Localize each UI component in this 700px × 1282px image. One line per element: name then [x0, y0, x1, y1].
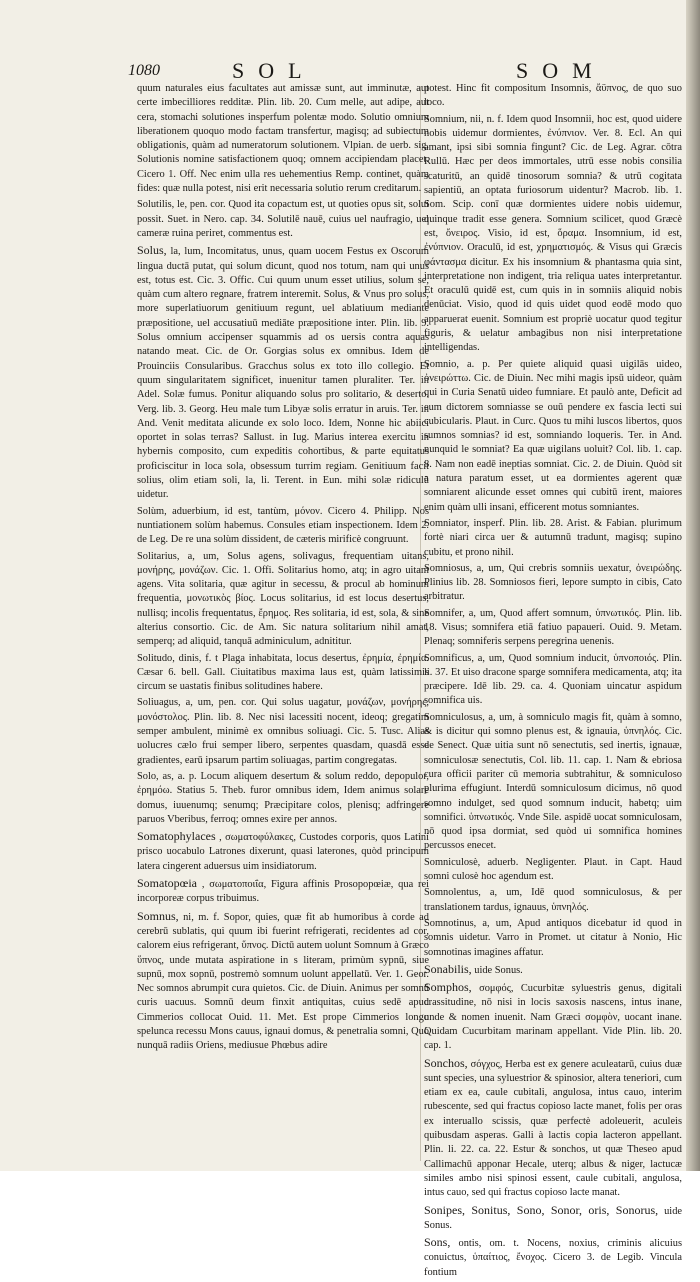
dictionary-entry: [424, 358, 682, 515]
left-column: [137, 82, 429, 1056]
page-number: 1080: [128, 62, 160, 79]
entry-text: potest. Hinc fit compositum Insomnis, ἄϋπνος, de quo suo loco.: [424, 83, 682, 109]
entry-headword: Somnus,: [137, 908, 179, 923]
dictionary-entry: [424, 607, 682, 650]
dictionary-entry: [424, 962, 682, 978]
entry-text: , σωματοποιΐα, Figura affinis Prosopopœiæ, qua rei incorporeæ corpus tribuimus.: [137, 879, 429, 905]
dictionary-entry: [424, 980, 682, 1053]
dictionary-entry: [137, 876, 429, 907]
book-gutter: [686, 0, 700, 1171]
dictionary-entry: [424, 711, 682, 854]
entry-text: Somnotinus, a, um, Apud antiquos dicebatur id quod in somnis uidetur. Varro in Promet. ut citatur à Nonio, Hic somnotinas imagines affatur.: [424, 917, 682, 958]
entry-text: la, lum, Incomitatus, unus, quam uocem Festus ex Oscorum lingua ductā putat, qui solum dicunt, quod nos totum, nam qui unus est, totus est. Cic. 3. Offic. Cui quum unum esset utilius, solum se, quàm cum altero regnare, fratrem interemit. Solus, & Vnus pro solus, more superlatiuorum genitiuum regunt, uel ablatiuum mediante præpositione, uel accusatiuū mediāte præpositione inter. Plin. lib. 9. Solus omnium accipenser squammis ad os uersis contra aquas natando meat. Cic. de Or. Gorgias solus ex omnibus. Idem de Prouinciis Consularibus. Gracchus solus ex toto illo collegio. Et quum singularitatem significet, inuenitur tamen pluraliter. Ter. in Adel. Solæ fumus. Ponitur aliquando solus pro solitario, & deserto. Verg. lib. 3. Georg. Heu male tum Libyæ solis erratur in aruis. Ter. in And. Venit meditata alicunde ex solo loco. Idem, Nonne hic abiici oportet in solas terras? Sallust. in Iug. Marius interea exercitu in hybernis composito, cum expeditis cohortibus, & parte equitatus proficiscitur in loca sola, obsessum turrim regiam. Genitiuum facit solius, olim etiam soli, la, li. Terent. in Eun. mihi solæ ridiculū uidetur.: [137, 246, 429, 501]
entry-text: Solutilis, le, pen. cor. Quod ita copactum est, ut quoties opus sit, solui possit. Suet. in Nero. cap. 34. Solutilē nauē, cuius uel naufragio, uel cameræ ruina periret, commentus est.: [137, 199, 429, 239]
dictionary-entry: [137, 696, 429, 767]
dictionary-entry: [424, 1203, 682, 1234]
dictionary-entry: [424, 1235, 682, 1280]
entry-headword: Sonchos,: [424, 1055, 468, 1070]
dictionary-entry: [424, 917, 682, 960]
entry-headword: Somatopœia: [137, 876, 197, 891]
dictionary-entry: [137, 198, 429, 241]
entry-text: Somnifer, a, um, Quod affert somnum, ὑπνωτικός. Plin. lib. 18. Visus; somnifera etiā fatiuo papaueri. Ouid. 9. Metam. Plenaq; somniferis serpens peregrina uenenis.: [424, 607, 682, 648]
entry-text: Solitudo, dinis, f. t Plaga inhabitata, locus desertus, ἐρημία, ἐρημία. Cæsar 6. bell. Gall. Ciuitatibus maxima laus est, quàm latissimis circum se uastatis finibus solitudines habere.: [137, 652, 429, 693]
dictionary-entry: [137, 829, 429, 874]
entry-text: Somniculosus, a, um, à somniculo magis fit, quàm à somno, & is dicitur qui somno plenus est, & ignauia, ὑπνηλός. Cic. de Senect. Quæ uitia sunt nō senectutis, sed inertis, ignauæ, somniculosæ senectutis, Col. lib. 11. cap. 1. Nam & ebriosa cura officii pariter cū memoria subtrahitur, & somniculoso plurima effugiunt. Interdū somniculosum dicimus, nō quod somno indulget, sed quod somnum inducit, habetq; uim somnifici. ὑπνωτικός. Vnde Sile. aspidē uocat somniculosam, nō quod ipsa dormiat, sed quòd ui somnifica homines percussos enecet.: [424, 711, 682, 852]
entry-text: Solitarius, a, um, Solus agens, solivagus, frequentiam uitans, μονήρης, μονάζων. Cic. 1. Offi. Solitarius homo, atq; in agro uitam agens. Vita solitaria, quæ agitur in secessu, & procul ab hominum frequentia, μονωτικὸς βίος. Locus solitarius, id est locus desertus, nullisq; incolis frequentatus, ἔρημος. Res solitaria, id est, sola, & sine alterius consortio. Cic. de Am. Sic natura solitarium nihil amat, semperq; ad aliquid, tanquā adminiculum, adnititur.: [137, 550, 429, 648]
entry-text: Somniator, insperf. Plin. lib. 28. Arist. & Fabian. plurimum fortè niari circa uer & autumnū tradunt, magisq; supino cubitu, et prono nihil.: [424, 517, 682, 558]
right-column: [424, 82, 682, 1282]
entry-text: Somniculosè, aduerb. Negligenter. Plaut. in Capt. Haud somni culosè hoc agendum est.: [424, 856, 682, 883]
entry-text: σομφός, Cucurbitæ syluestris genus, digitali crassitudine, nō nisi in locis saxosis nascens, intus inane, unde & nomen inuenit. Nam Græci σομφὸν, uocant inane. Quidam Cucurbitam marinam appellant. Vide Plin. lib. 20. cap. 1.: [424, 983, 682, 1052]
dictionary-entry: [424, 113, 682, 356]
entry-text: , σωματοφύλακες, Custodes corporis, quos Latini prisco uocabulo Latrones dixerunt, quasi laterones, quòd principum latera cingerent aduersus uim insidiatorum.: [137, 832, 429, 872]
dictionary-entry: [424, 652, 682, 709]
entry-text: Somnolentus, a, um, Idē quod somniculosus, & per translationem tardus, ignauus, ὑπνηλός.: [424, 887, 682, 913]
dictionary-entry: [137, 550, 429, 650]
dictionary-entry: [424, 82, 682, 111]
entry-text: Somnio, a. p. Per quiete aliquid quasi uigilās uideo, ὀνειρώττω. Cic. de Diuin. Nec mihi magis ipsū uideor, quàm qui in Curia Senatū uideo fumniare. Et paulò ante, Deficit ad eum dictorem somniasse se ouū pendere ex fascia lecti sui cubicularis. Plaut. in Curc. Quos tu mihi luscos libertos, quos sumnos somnias? id est, somniando loqueris. Ter. in And. nunquid le somniat? Ea quæ uigilans uoluit? Col. lib. 1. cap. 8. Nam non eadē ineptias somniat. Cic. 2. de Diuin. Quòd sit a natura paratum esset, ut ea dormientes agerent quæ somniarent alicunde esset omnes qui cubitū irent, maiores enim quàm ulli insani, efficerent motus somniantes.: [424, 358, 682, 513]
entry-headword: Sons,: [424, 1235, 451, 1250]
entry-headword: Sonipes, Sonitus, Sono, Sonor, oris, Sonorus,: [424, 1202, 659, 1217]
entry-text: Somniosus, a, um, Qui crebris somniis uexatur, ὀνειρώδης. Plinius lib. 28. Somniosos fieri, lepore sumpto in cibis, Cato arbitratur.: [424, 562, 682, 603]
entry-text: uide Sonus.: [424, 1205, 682, 1231]
dictionary-entry: [424, 562, 682, 605]
entry-headword: Solus,: [137, 243, 167, 258]
dictionary-entry: [137, 770, 429, 827]
entry-text: uide Sonus.: [474, 964, 523, 976]
running-head-left: SOL: [232, 58, 316, 83]
entry-headword: Somatophylaces: [137, 829, 216, 844]
entry-text: Somnium, nii, n. f. Idem quod Insomnii, hoc est, quod uidere nobis uidemur dormientes, ἐνύπνιον. Ver. 8. Ecl. An qui amant, ipsi sibi somnia fingunt? Cic. de Leg. Agrar. cōtra Rullū. Hæc per deos immortales, utrū esse nobis consilia scaturitū, an quidē tinosorum somnia? & utrū cogitata sapientiū, an optata furiosorum uidentur? Macrob. lib. 1. Som. Scip. conī quæ dormientes uidere nobis uidemur, quinque tradit esse genera. Somnium scilicet, quod Græcè est, ὄνειρος. Visio, id est, ὅραμα. Insomnium, id est, ἐνύπνιον. Oraculū, id est, χρηματισμός. & Visus qui Græcis φάντασμα dicitur. Ex his insomnium & phantasma quia sint, interpretatione non indigent, tria reliqua uates interpretantur. Et oraculū quidē est, cum quis in in somniis aliquid nobis denūciat. Visio, quod id quis uidet quod eodē modo quo apparuerat euenit. Somnium est propriè uocatur quod tegitur figuris, & uelatur ambagibus non nisi interpretatione intelligendas.: [424, 113, 682, 354]
dictionary-entry: [137, 505, 429, 548]
entry-text: σόγχος, Herba est ex genere aculeatarū, cuius duæ sunt species, una syluestrior & spinosior, altera teneriori, cum etiam ex ea, caule cubitali, angulosa, intus cauo, interim rubescente, sed qui fractus copioso lacte manet, folis per oras ex interuallo scissis, quæ perfectè adoleuerit, aculeis quibusdam asperas. Galli à lactis copia lacteron appellant. Plin. li. 22. ca. 22. Estur & sonchos, ut quæ Theseo apud Callimachū apponar Hecale, uterq; albus & niger, lactucæ similes ambo nisi spinosi essent, caule cubitali, angulosa, intus cauo, sed qui fractus copioso lacte manat.: [424, 1058, 682, 1199]
entry-headword: Sonabilis,: [424, 961, 472, 976]
dictionary-entry: [424, 1056, 682, 1201]
entry-text: Solùm, aduerbium, id est, tantùm, μόνον. Cicero 4. Philipp. Nos nuntiationem solùm habemus. Consules etiam inspectionem. Idem 2. de Leg. De re una solùm dissident, de cæteris mirificè congruunt.: [137, 505, 429, 546]
dictionary-entry: [424, 886, 682, 915]
dictionary-entry: [137, 82, 429, 196]
entry-text: ontis, om. t. Nocens, noxius, criminis alicuius conuictus, ὑπαίτιος, ἔνοχος. Cicero 3. de Legib. Vincula fontium: [424, 1238, 682, 1278]
entry-text: Soliuagus, a, um, pen. cor. Qui solus uagatur, μονάζων, μονήρης, μονόστολος. Plin. lib. 8. Nec nisi lacessiti nocent, ideoq; gregatim semper ambulent, minimè ex omnibus soliuagi. Cic. 5. Tusc. Alias uolucres cælo frui semper libero, serpentes quasdam, quasdā esse gradientes, earū ipsarum partim soliuagas, partim congregatas.: [137, 697, 429, 766]
entry-text: quum naturales eius facultates aut amissæ sunt, aut imminutæ, aut certe imbecilliores redditæ. Plin. lib. 20. Cum melle, aut adipe, aut cera, stomachi solutiones insperfum polentæ modo. Solutio omnium liberationem quoquo modo factam transfertur, magisq; ad subiectum obligationis, quàm ad numeratorum solutionem. Vlpian. de uerb. sig. Solutionis nomine satisfactionem quoq; omnem accipiendam placet. Cicero 1. Off. Nec enim ulla res uehementius Remp. continet, quàm fides: quæ nulla potest, nisi erit necessaria solutio rerum creditarum.: [137, 83, 429, 195]
page-header: [0, 58, 686, 82]
dictionary-entry: [137, 652, 429, 695]
dictionary-entry: [137, 243, 429, 502]
entry-text: Solo, as, a. p. Locum aliquem desertum & solum reddo, depopulor, ἐρημόω. Statius 5. Theb. furor omnibus idem, Idem animus solare domus, iuuenumq; senumq; Præcipitare colos, plenisq; adfringere paruos Vberibus, ferroq; omnes exire per annos.: [137, 770, 429, 825]
entry-text: Somnificus, a, um, Quod somnium inducit, ὑπνοποιός. Plin. li. 37. Et uiso dracone sparge somnifera medicamenta, atq; ita præcipere. Idē lib. 29. ca. 4. Quoniam uincatur aspidum somnifica uis.: [424, 652, 682, 707]
dictionary-entry: [424, 517, 682, 560]
dictionary-entry: [137, 909, 429, 1054]
running-head-right: SOM: [516, 58, 606, 83]
entry-text: ni, m. f. Sopor, quies, quæ fit ab humoribus à corde ad cerebrū sublatis, qui quum ibi fuerint refrigerati, recidentes ad cor, calorem eius refrigerant, ὕπνος. Dictū autem uolunt Somnum à Græco ὕπνος, unde mutata aspiratione in s literam, primùm sypnū, siue supnū, mox sopnū, postremò somnum uolunt appellatū. Ver. 1. Geor. Nec somnos abrumpit cura quietos. Cic. de Diuin. Animus per somnū curis uacuus. Somnū deum finxit antiquitas, cuius sedē apud Cimmerios collocat Ouid. 11. Met. Est prope Cimmerios longo spelunca recessu Mons cauus, ignaui domus, & penetralia somni, Quò nunquā radiis Oriens, mediusue Phœbus adire: [137, 911, 429, 1052]
entry-headword: Somphos,: [424, 980, 472, 995]
dictionary-entry: [424, 856, 682, 885]
